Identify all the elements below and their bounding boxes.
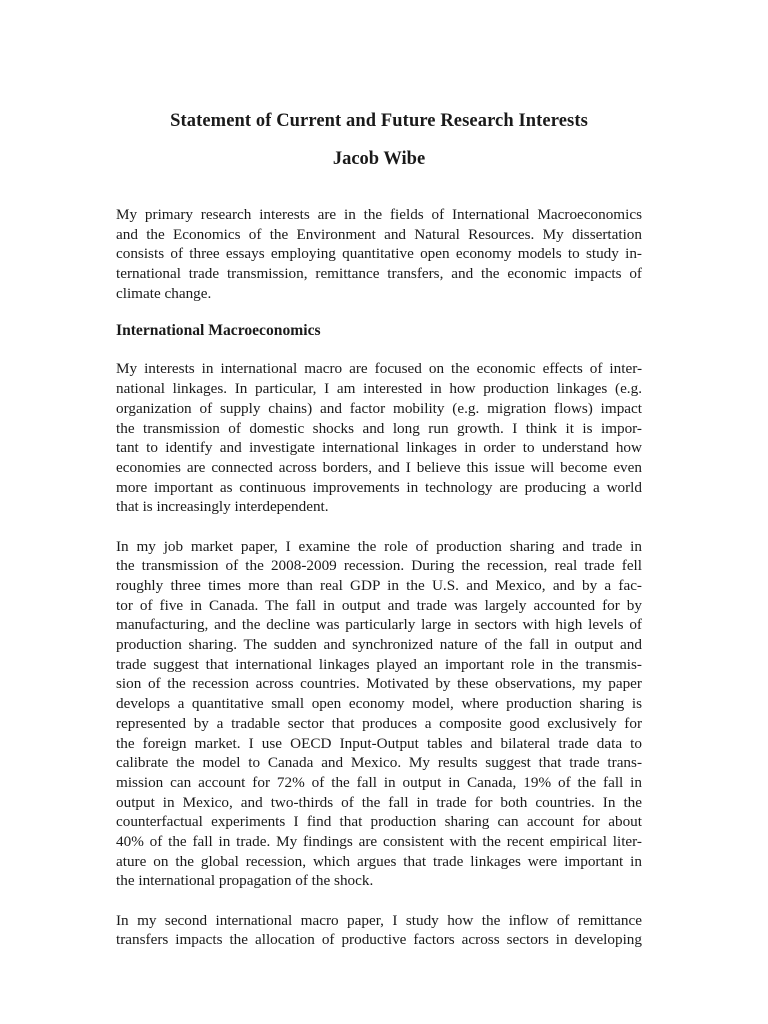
text-line: consists of three essays employing quantitative open economy models to study in- <box>116 245 642 263</box>
text-line: organization of supply chains) and factor mobility (e.g. migration flows) impact <box>116 399 642 417</box>
text-line: mission can account for 72% of the fall in output in Canada, 19% of the fall in <box>116 773 642 791</box>
text-line: climate change. <box>116 284 212 302</box>
text-line: roughly three times more than real GDP in the U.S. and Mexico, and by a fac- <box>116 577 642 594</box>
second-paper-paragraph <box>116 911 642 950</box>
text-line: sion of the recession across countries. Motivated by these observations, my paper <box>116 675 642 693</box>
text-line: tant to identify and investigate international linkages in order to understand how <box>116 439 642 457</box>
text-line: counterfactual experiments I find that production sharing can account for about <box>116 813 642 831</box>
document-title: Statement of Current and Future Research Interests <box>170 111 588 131</box>
author-name: Jacob Wibe <box>332 149 426 169</box>
text-line: national linkages. In particular, I am interested in how production linkages (e.g. <box>116 380 642 398</box>
interests-paragraph <box>116 359 642 517</box>
text-line: that is increasingly interdependent. <box>116 498 329 516</box>
text-line: develops a quantitative small open economy model, where production sharing is <box>116 695 642 713</box>
text-line: transfers impacts the allocation of productive factors across sectors in developing <box>116 931 642 949</box>
text-line: tor of five in Canada. The fall in output and trade was largely accounted for by <box>116 596 642 614</box>
text-line: the foreign market. I use OECD Input-Output tables and bilateral trade data to <box>116 734 642 752</box>
intro-paragraph <box>116 205 642 303</box>
text-line: output in Mexico, and two-thirds of the fall in trade for both countries. In the <box>116 793 642 811</box>
text-line: trade suggest that international linkages played an important role in the transmis- <box>116 655 642 673</box>
text-line: the transmission of domestic shocks and long run growth. I think it is impor- <box>116 419 642 437</box>
text-line: the international propagation of the shock. <box>116 872 374 890</box>
job-market-paper-paragraph <box>116 537 642 891</box>
text-line: My interests in international macro are focused on the economic effects of inter- <box>116 360 642 378</box>
text-line: ternational trade transmission, remittance transfers, and the economic impacts of <box>116 265 642 283</box>
text-line: In my second international macro paper, I study how the inflow of remittance <box>116 911 642 929</box>
text-line: economies are connected across borders, and I believe this issue will become even <box>116 458 642 476</box>
text-line: more important as continuous improvements in technology are producing a world <box>116 478 642 496</box>
text-line: ature on the global recession, which argues that trade linkages were important in <box>116 852 642 870</box>
text-line: represented by a tradable sector that produces a composite good exclusively for <box>116 714 642 732</box>
text-line: manufacturing, and the decline was particularly large in sectors with high levels of <box>116 616 642 634</box>
text-line: calibrate the model to Canada and Mexico. My results suggest that trade trans- <box>116 754 642 772</box>
text-line: the transmission of the 2008-2009 recession. During the recession, real trade fell <box>116 557 642 575</box>
text-line: 40% of the fall in trade. My findings are consistent with the recent empirical liter- <box>116 832 642 850</box>
text-line: and the Economics of the Environment and Natural Resources. My dissertation <box>116 225 642 243</box>
document-page <box>116 100 642 950</box>
text-line: production sharing. The sudden and synchronized nature of the fall in output and <box>116 636 642 654</box>
text-line: My primary research interests are in the fields of International Macroeconomics <box>116 206 642 223</box>
text-line: In my job market paper, I examine the role of production sharing and trade in <box>116 537 642 555</box>
section-heading: International Macroeconomics <box>116 322 321 340</box>
